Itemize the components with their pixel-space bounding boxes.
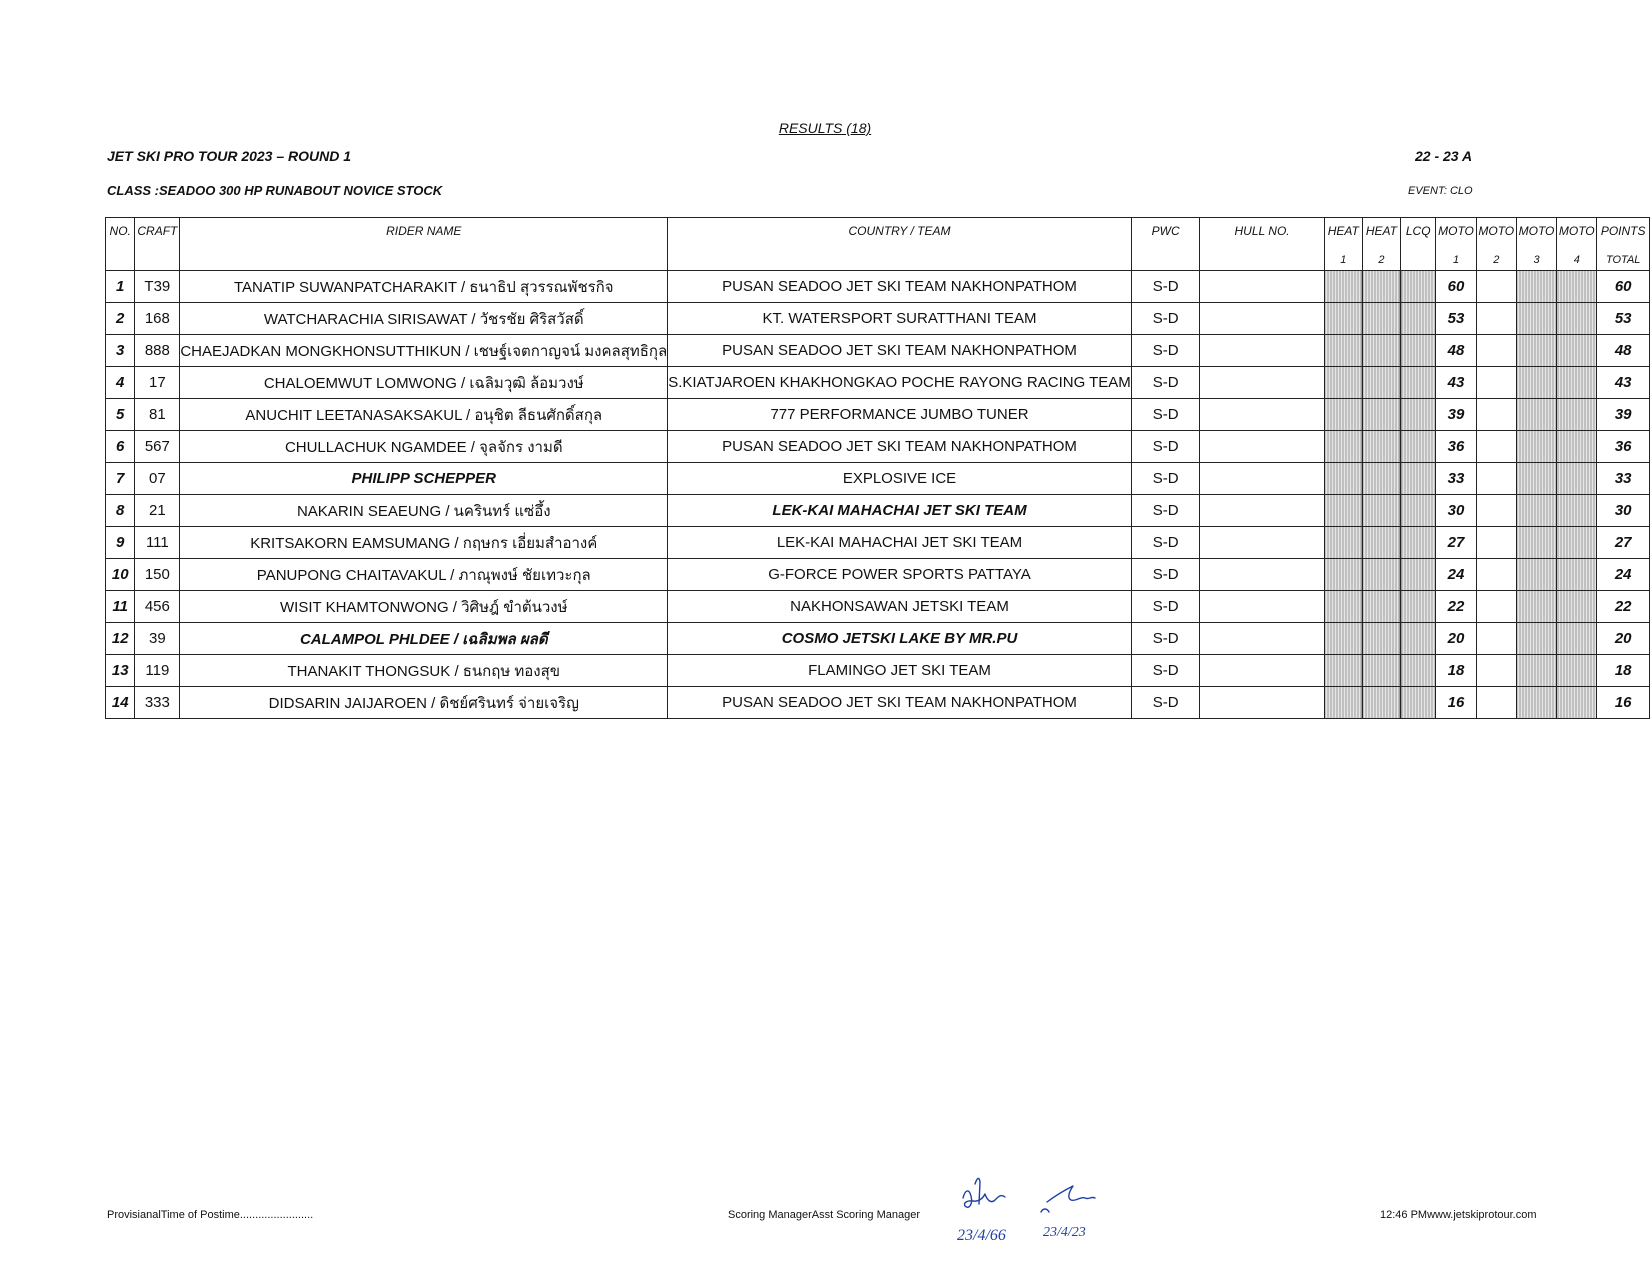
moto4-cell <box>1557 527 1597 559</box>
rider-name-cell: ANUCHIT LEETANASAKSAKUL / อนุชิต ลีธนศักดิ์สกุล <box>180 399 668 431</box>
points-total-cell: 48 <box>1597 335 1650 367</box>
heat1-cell <box>1324 367 1362 399</box>
team-cell: G-FORCE POWER SPORTS PATTAYA <box>668 559 1132 591</box>
rider-name-cell: THANAKIT THONGSUK / ธนกฤษ ทองสุข <box>180 655 668 687</box>
heat1-cell <box>1324 655 1362 687</box>
rider-name-cell: TANATIP SUWANPATCHARAKIT / ธนาธิป สุวรรณพัชรกิจ <box>180 271 668 303</box>
moto1-cell: 18 <box>1436 655 1476 687</box>
class-title: CLASS :SEADOO 300 HP RUNABOUT NOVICE STOCK <box>107 183 443 198</box>
moto4-cell <box>1557 655 1597 687</box>
craft-cell: T39 <box>135 271 180 303</box>
moto3-cell <box>1516 591 1556 623</box>
heat1-cell <box>1324 271 1362 303</box>
table-row <box>106 303 1650 335</box>
moto4-cell <box>1557 591 1597 623</box>
moto2-cell <box>1476 623 1516 655</box>
moto3-cell <box>1516 655 1556 687</box>
pwc-cell: S-D <box>1131 303 1200 335</box>
pwc-cell: S-D <box>1131 271 1200 303</box>
table-row <box>106 335 1650 367</box>
position-cell: 8 <box>106 495 135 527</box>
moto2-cell <box>1476 367 1516 399</box>
heat1-cell <box>1324 591 1362 623</box>
rider-name-cell: CHULLACHUK NGAMDEE / จุลจักร งามดี <box>180 431 668 463</box>
lcq-cell <box>1401 463 1436 495</box>
points-total-cell: 16 <box>1597 687 1650 719</box>
heat1-cell <box>1324 431 1362 463</box>
column-header: MOTO 4 <box>1557 218 1597 271</box>
points-total-cell: 30 <box>1597 495 1650 527</box>
lcq-cell <box>1401 687 1436 719</box>
pwc-cell: S-D <box>1131 591 1200 623</box>
lcq-cell <box>1401 591 1436 623</box>
hull-cell <box>1200 367 1324 399</box>
moto2-cell <box>1476 559 1516 591</box>
moto2-cell <box>1476 687 1516 719</box>
table-row <box>106 559 1650 591</box>
handwritten-signature <box>955 1170 1140 1255</box>
column-header: HEAT 1 <box>1324 218 1362 271</box>
heat2-cell <box>1362 271 1400 303</box>
pwc-cell: S-D <box>1131 495 1200 527</box>
team-cell: PUSAN SEADOO JET SKI TEAM NAKHONPATHOM <box>668 431 1132 463</box>
heat2-cell <box>1362 495 1400 527</box>
column-header: HEAT 2 <box>1362 218 1400 271</box>
points-total-cell: 60 <box>1597 271 1650 303</box>
moto1-cell: 16 <box>1436 687 1476 719</box>
heat2-cell <box>1362 303 1400 335</box>
hull-cell <box>1200 335 1324 367</box>
lcq-cell <box>1401 655 1436 687</box>
lcq-cell <box>1401 559 1436 591</box>
event-label: EVENT: CLO <box>1408 185 1473 197</box>
moto3-cell <box>1516 559 1556 591</box>
team-cell: LEK-KAI MAHACHAI JET SKI TEAM <box>668 527 1132 559</box>
column-header: PWC <box>1131 218 1200 271</box>
moto1-cell: 22 <box>1436 591 1476 623</box>
team-cell: PUSAN SEADOO JET SKI TEAM NAKHONPATHOM <box>668 335 1132 367</box>
signature-stroke <box>1041 1209 1049 1212</box>
hull-cell <box>1200 495 1324 527</box>
table-row <box>106 399 1650 431</box>
position-cell: 13 <box>106 655 135 687</box>
craft-cell: 168 <box>135 303 180 335</box>
rider-name-cell: DIDSARIN JAIJAROEN / ดิชย์ศรินทร์ จ่ายเจริญ <box>180 687 668 719</box>
heat1-cell <box>1324 495 1362 527</box>
moto1-cell: 39 <box>1436 399 1476 431</box>
heat1-cell <box>1324 623 1362 655</box>
team-cell: EXPLOSIVE ICE <box>668 463 1132 495</box>
column-header: MOTO 2 <box>1476 218 1516 271</box>
hull-cell <box>1200 463 1324 495</box>
rider-name-cell: PHILIPP SCHEPPER <box>180 463 668 495</box>
moto4-cell <box>1557 431 1597 463</box>
pwc-cell: S-D <box>1131 463 1200 495</box>
team-cell: FLAMINGO JET SKI TEAM <box>668 655 1132 687</box>
lcq-cell <box>1401 623 1436 655</box>
moto2-cell <box>1476 463 1516 495</box>
heat1-cell <box>1324 463 1362 495</box>
craft-cell: 17 <box>135 367 180 399</box>
lcq-cell <box>1401 495 1436 527</box>
position-cell: 6 <box>106 431 135 463</box>
event-title: JET SKI PRO TOUR 2023 – ROUND 1 <box>107 148 352 164</box>
column-header: MOTO 1 <box>1436 218 1476 271</box>
craft-cell: 119 <box>135 655 180 687</box>
moto3-cell <box>1516 303 1556 335</box>
rider-name-cell: PANUPONG CHAITAVAKUL / ภาณุพงษ์ ชัยเทวะกุล <box>180 559 668 591</box>
lcq-cell <box>1401 399 1436 431</box>
heat1-cell <box>1324 335 1362 367</box>
table-row <box>106 431 1650 463</box>
hull-cell <box>1200 655 1324 687</box>
rider-name-cell: WISIT KHAMTONWONG / วิศิษฎ์ ขำต้นวงษ์ <box>180 591 668 623</box>
hull-cell <box>1200 559 1324 591</box>
heat2-cell <box>1362 367 1400 399</box>
heat2-cell <box>1362 399 1400 431</box>
moto4-cell <box>1557 463 1597 495</box>
event-date: 22 - 23 A <box>1415 148 1473 164</box>
moto2-cell <box>1476 271 1516 303</box>
position-cell: 12 <box>106 623 135 655</box>
position-cell: 2 <box>106 303 135 335</box>
moto1-cell: 27 <box>1436 527 1476 559</box>
heat2-cell <box>1362 431 1400 463</box>
position-cell: 7 <box>106 463 135 495</box>
moto2-cell <box>1476 335 1516 367</box>
points-total-cell: 53 <box>1597 303 1650 335</box>
column-header: RIDER NAME <box>180 218 668 271</box>
hull-cell <box>1200 303 1324 335</box>
moto4-cell <box>1557 271 1597 303</box>
heat1-cell <box>1324 687 1362 719</box>
heat2-cell <box>1362 655 1400 687</box>
moto2-cell <box>1476 399 1516 431</box>
column-header: CRAFT <box>135 218 180 271</box>
moto4-cell <box>1557 495 1597 527</box>
team-cell: S.KIATJAROEN KHAKHONGKAO POCHE RAYONG RACING TEAM <box>668 367 1132 399</box>
heat2-cell <box>1362 591 1400 623</box>
rider-name-cell: NAKARIN SEAEUNG / นครินทร์ แซ่อึ้ง <box>180 495 668 527</box>
moto2-cell <box>1476 303 1516 335</box>
heat1-cell <box>1324 399 1362 431</box>
moto4-cell <box>1557 559 1597 591</box>
moto3-cell <box>1516 527 1556 559</box>
craft-cell: 21 <box>135 495 180 527</box>
heat2-cell <box>1362 559 1400 591</box>
position-cell: 10 <box>106 559 135 591</box>
moto3-cell <box>1516 463 1556 495</box>
moto1-cell: 60 <box>1436 271 1476 303</box>
craft-cell: 888 <box>135 335 180 367</box>
moto1-cell: 24 <box>1436 559 1476 591</box>
points-total-cell: 43 <box>1597 367 1650 399</box>
moto3-cell <box>1516 399 1556 431</box>
table-row <box>106 367 1650 399</box>
lcq-cell <box>1401 527 1436 559</box>
moto2-cell <box>1476 431 1516 463</box>
craft-cell: 567 <box>135 431 180 463</box>
hull-cell <box>1200 527 1324 559</box>
moto1-cell: 48 <box>1436 335 1476 367</box>
position-cell: 9 <box>106 527 135 559</box>
heat1-cell <box>1324 559 1362 591</box>
results-title: RESULTS (18) <box>778 120 872 136</box>
hull-cell <box>1200 271 1324 303</box>
table-row <box>106 527 1650 559</box>
craft-cell: 07 <box>135 463 180 495</box>
column-header: MOTO 3 <box>1516 218 1556 271</box>
pwc-cell: S-D <box>1131 399 1200 431</box>
moto4-cell <box>1557 623 1597 655</box>
team-cell: NAKHONSAWAN JETSKI TEAM <box>668 591 1132 623</box>
craft-cell: 81 <box>135 399 180 431</box>
team-cell: PUSAN SEADOO JET SKI TEAM NAKHONPATHOM <box>668 271 1132 303</box>
signature-stroke <box>1047 1186 1095 1202</box>
pwc-cell: S-D <box>1131 687 1200 719</box>
moto3-cell <box>1516 623 1556 655</box>
lcq-cell <box>1401 335 1436 367</box>
header-row <box>106 218 1650 271</box>
moto2-cell <box>1476 591 1516 623</box>
table-row <box>106 687 1650 719</box>
rider-name-cell: WATCHARACHIA SIRISAWAT / วัชรชัย ศิริสวัสดิ์ <box>180 303 668 335</box>
position-cell: 1 <box>106 271 135 303</box>
points-total-cell: 18 <box>1597 655 1650 687</box>
moto3-cell <box>1516 431 1556 463</box>
craft-cell: 150 <box>135 559 180 591</box>
pwc-cell: S-D <box>1131 527 1200 559</box>
points-total-cell: 36 <box>1597 431 1650 463</box>
table-row <box>106 623 1650 655</box>
heat2-cell <box>1362 623 1400 655</box>
rider-name-cell: CHAEJADKAN MONGKHONSUTTHIKUN / เชษฐ์เจตกาญจน์ มงคลสุทธิกุล <box>180 335 668 367</box>
moto1-cell: 36 <box>1436 431 1476 463</box>
team-cell: 777 PERFORMANCE JUMBO TUNER <box>668 399 1132 431</box>
pwc-cell: S-D <box>1131 367 1200 399</box>
hull-cell <box>1200 591 1324 623</box>
heat1-cell <box>1324 303 1362 335</box>
moto3-cell <box>1516 495 1556 527</box>
rider-name-cell: CHALOEMWUT LOMWONG / เฉลิมวุฒิ ล้อมวงษ์ <box>180 367 668 399</box>
hull-cell <box>1200 399 1324 431</box>
pwc-cell: S-D <box>1131 623 1200 655</box>
hull-cell <box>1200 623 1324 655</box>
footer-provisional-time: ProvisianalTime of Postime........................ <box>107 1209 314 1221</box>
moto4-cell <box>1557 687 1597 719</box>
heat2-cell <box>1362 463 1400 495</box>
craft-cell: 456 <box>135 591 180 623</box>
lcq-cell <box>1401 431 1436 463</box>
heat2-cell <box>1362 527 1400 559</box>
rider-name-cell: KRITSAKORN EAMSUMANG / กฤษกร เอี่ยมสำอางค์ <box>180 527 668 559</box>
points-total-cell: 20 <box>1597 623 1650 655</box>
table-row <box>106 495 1650 527</box>
heat1-cell <box>1324 527 1362 559</box>
craft-cell: 333 <box>135 687 180 719</box>
footer-time-website: 12:46 PMwww.jetskiprotour.com <box>1380 1209 1537 1221</box>
pwc-cell: S-D <box>1131 431 1200 463</box>
pwc-cell: S-D <box>1131 559 1200 591</box>
moto4-cell <box>1557 303 1597 335</box>
moto2-cell <box>1476 655 1516 687</box>
signature-date: 23/4/23 <box>1043 1225 1086 1240</box>
moto2-cell <box>1476 527 1516 559</box>
moto2-cell <box>1476 495 1516 527</box>
position-cell: 5 <box>106 399 135 431</box>
footer-scoring-managers: Scoring ManagerAsst Scoring Manager <box>728 1209 920 1221</box>
column-header: NO. <box>106 218 135 271</box>
craft-cell: 111 <box>135 527 180 559</box>
moto1-cell: 20 <box>1436 623 1476 655</box>
position-cell: 4 <box>106 367 135 399</box>
moto1-cell: 53 <box>1436 303 1476 335</box>
moto3-cell <box>1516 367 1556 399</box>
heat2-cell <box>1362 687 1400 719</box>
table-row <box>106 591 1650 623</box>
lcq-cell <box>1401 303 1436 335</box>
team-cell: KT. WATERSPORT SURATTHANI TEAM <box>668 303 1132 335</box>
points-total-cell: 24 <box>1597 559 1650 591</box>
team-cell: COSMO JETSKI LAKE BY MR.PU <box>668 623 1132 655</box>
hull-cell <box>1200 431 1324 463</box>
moto1-cell: 33 <box>1436 463 1476 495</box>
results-table <box>105 217 1650 719</box>
column-header: LCQ <box>1401 218 1436 271</box>
table-row <box>106 463 1650 495</box>
table-row <box>106 655 1650 687</box>
signature-date: 23/4/66 <box>957 1227 1006 1244</box>
column-header: POINTS TOTAL <box>1597 218 1650 271</box>
lcq-cell <box>1401 367 1436 399</box>
hull-cell <box>1200 687 1324 719</box>
craft-cell: 39 <box>135 623 180 655</box>
team-cell: PUSAN SEADOO JET SKI TEAM NAKHONPATHOM <box>668 687 1132 719</box>
pwc-cell: S-D <box>1131 335 1200 367</box>
moto3-cell <box>1516 335 1556 367</box>
points-total-cell: 39 <box>1597 399 1650 431</box>
column-header: COUNTRY / TEAM <box>668 218 1132 271</box>
points-total-cell: 27 <box>1597 527 1650 559</box>
position-cell: 11 <box>106 591 135 623</box>
position-cell: 3 <box>106 335 135 367</box>
rider-name-cell: CALAMPOL PHLDEE / เฉลิมพล ผลดี <box>180 623 668 655</box>
moto4-cell <box>1557 399 1597 431</box>
signature-stroke <box>963 1191 1005 1207</box>
pwc-cell: S-D <box>1131 655 1200 687</box>
moto1-cell: 30 <box>1436 495 1476 527</box>
position-cell: 14 <box>106 687 135 719</box>
table-row <box>106 271 1650 303</box>
moto4-cell <box>1557 335 1597 367</box>
column-header: HULL NO. <box>1200 218 1324 271</box>
points-total-cell: 33 <box>1597 463 1650 495</box>
moto4-cell <box>1557 367 1597 399</box>
points-total-cell: 22 <box>1597 591 1650 623</box>
moto3-cell <box>1516 271 1556 303</box>
team-cell: LEK-KAI MAHACHAI JET SKI TEAM <box>668 495 1132 527</box>
heat2-cell <box>1362 335 1400 367</box>
moto1-cell: 43 <box>1436 367 1476 399</box>
moto3-cell <box>1516 687 1556 719</box>
lcq-cell <box>1401 271 1436 303</box>
